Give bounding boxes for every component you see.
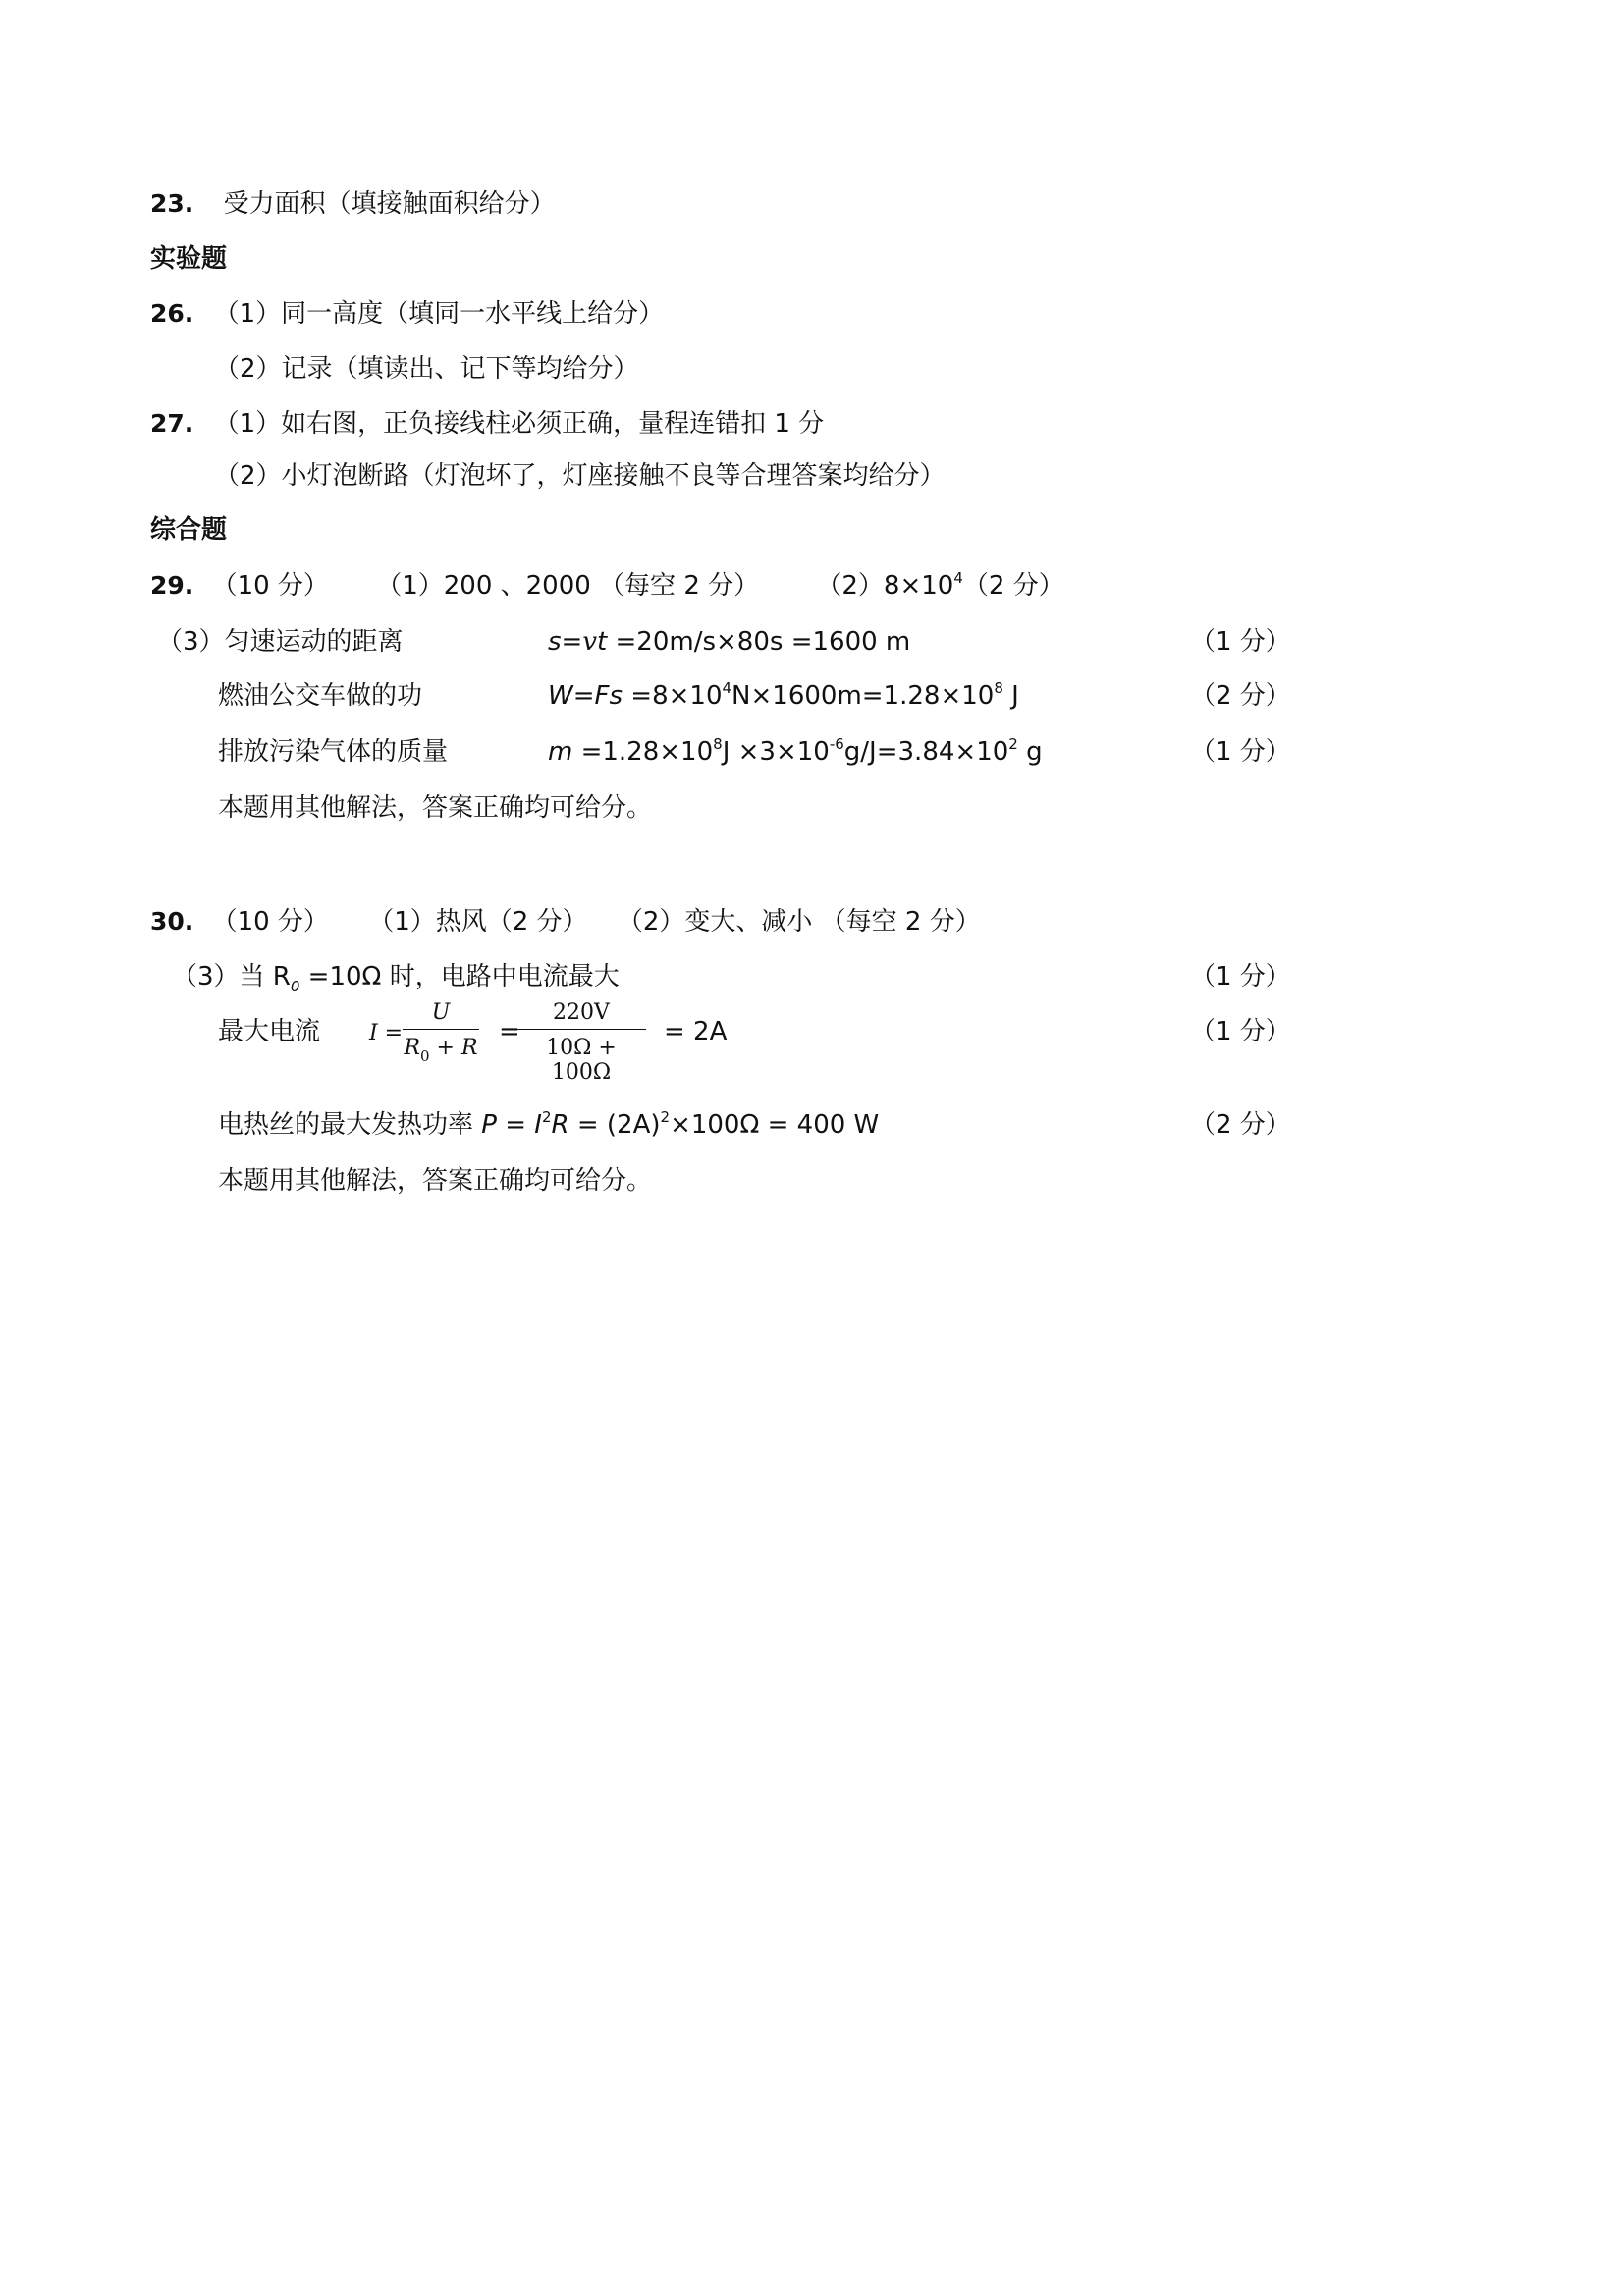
q29-distance-score: （1 分）	[1190, 627, 1291, 657]
question-number: 29.	[150, 571, 194, 600]
q29-work-label: 燃油公交车做的功	[218, 681, 423, 711]
q30-current-fraction-numeric: 220V 10Ω + 100Ω	[516, 1000, 646, 1085]
answer-text: 受力面积（填接触面积给分）	[223, 189, 556, 219]
question-26	[150, 297, 664, 331]
section-heading-experiment: 实验题	[150, 244, 228, 274]
answer-part-1: （1）同一高度（填同一水平线上给分）	[213, 299, 665, 329]
q29-distance-formula: s=vt =20m/s×80s =1600 m	[548, 627, 911, 657]
question-number: 30.	[150, 907, 194, 935]
question-points: （10 分）	[211, 907, 329, 936]
answer-part-2: （2）小灯泡断路（灯泡坏了，灯座接触不良等合理答案均给分）	[214, 461, 946, 491]
q30-part3: （3）当 $R_0 =10\Omega$ 时，电路中电流最大	[172, 962, 620, 995]
answer-part-1: （1）200 、2000 （每空 2 分）	[376, 571, 760, 601]
q29-mass-formula: $m =1.28\times 10^8J \times 3\times 10^{-6}g/J=3.84\times 10^2$ g	[548, 735, 1043, 767]
q30-current-label: 最大电流	[218, 1017, 321, 1046]
q30-current-lhs: I =	[369, 1021, 404, 1045]
q30-power: 电热丝的最大发热功率 $P = I^2R = (2A)^2\times 100\Omega = 400$ W	[218, 1108, 880, 1140]
q30-current-result: = 2A	[664, 1017, 728, 1046]
question-23	[150, 187, 556, 221]
q30-current-fraction-symbolic: U $R_0 + R$	[404, 1000, 478, 1065]
q30-power-score: （2 分）	[1190, 1110, 1291, 1140]
answer-part-1: （1）热风（2 分）	[368, 907, 588, 936]
section-heading-comprehensive: 综合题	[150, 515, 228, 545]
question-30	[150, 905, 981, 938]
question-points: （10 分）	[211, 571, 329, 601]
q29-mass-score: （1 分）	[1190, 737, 1291, 767]
question-number: 26.	[150, 299, 194, 328]
q29-mass-label: 排放污染气体的质量	[218, 737, 449, 767]
answer-part-2: （2）记录（填读出、记下等均给分）	[214, 354, 639, 384]
q30-current-score: （1 分）	[1190, 1017, 1291, 1046]
q30-current-equals: =	[499, 1017, 520, 1046]
q29-work-formula: $W=Fs =8\times 10^4N\times 1600m=1.28\times 10^8$ J	[548, 679, 1019, 711]
answer-part-2: （2）变大、减小 （每空 2 分）	[617, 907, 981, 936]
question-number: 23.	[150, 189, 194, 218]
question-29	[150, 569, 1064, 606]
question-27	[150, 407, 824, 441]
q29-work-score: （2 分）	[1190, 681, 1291, 711]
q30-note: 本题用其他解法，答案正确均可给分。	[218, 1166, 653, 1196]
q30-part3-score: （1 分）	[1190, 962, 1291, 991]
q29-part3-label: （3）匀速运动的距离	[157, 627, 404, 657]
q29-note: 本题用其他解法，答案正确均可给分。	[218, 793, 653, 823]
question-number: 27.	[150, 409, 194, 438]
answer-part-2: $(2)8\times 10^4(2$ 分）	[816, 569, 1064, 601]
answer-part-1: （1）如右图，正负接线柱必须正确，量程连错扣 1 分	[213, 409, 825, 439]
